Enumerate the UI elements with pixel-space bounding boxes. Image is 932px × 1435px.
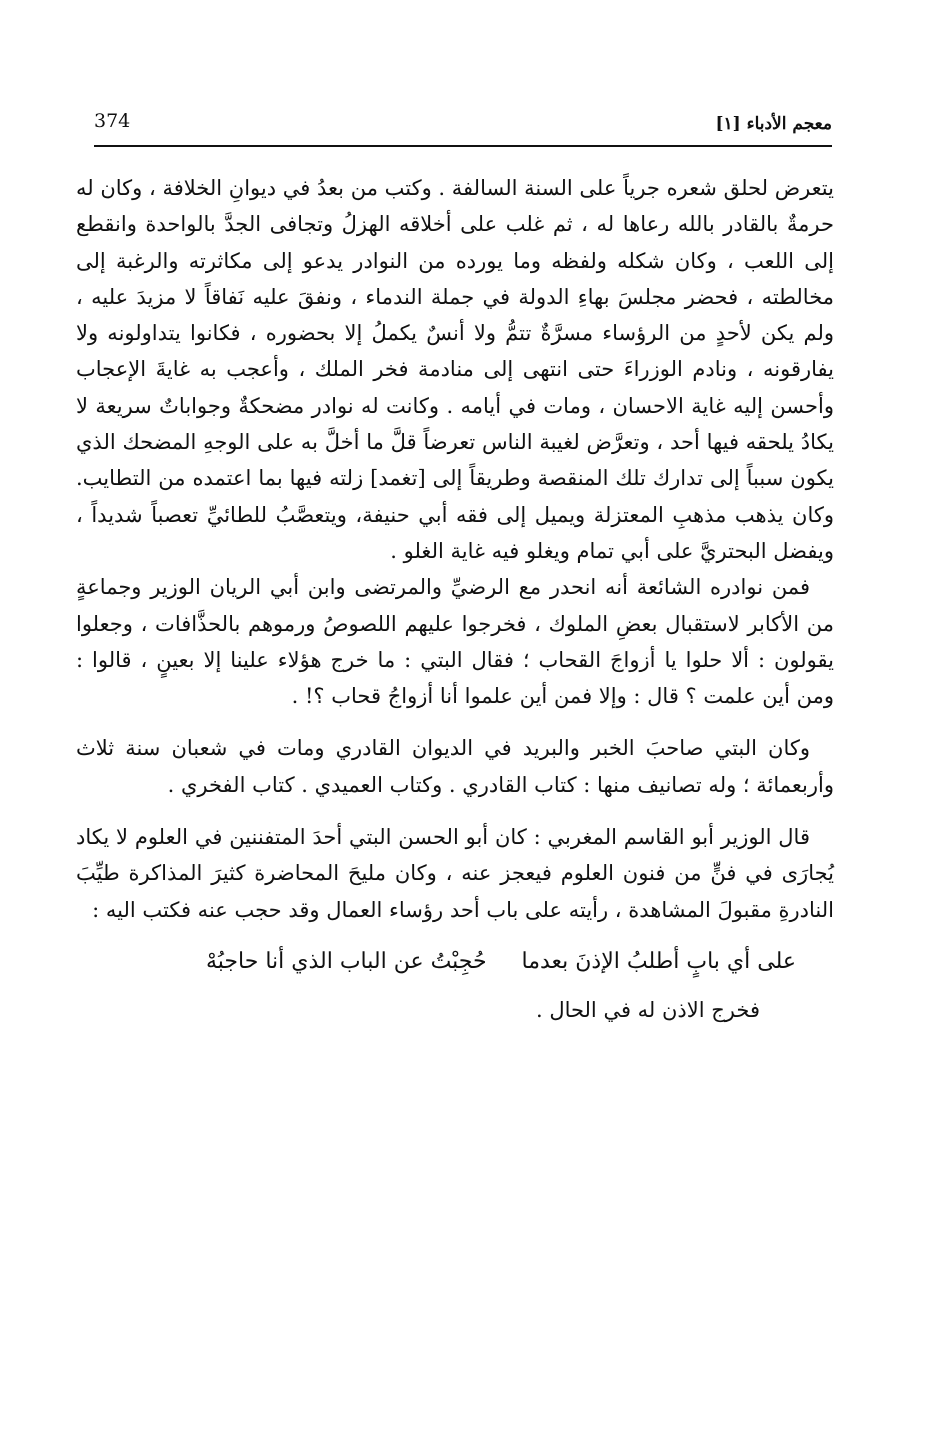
page-number: 374	[94, 110, 131, 132]
paragraph-anecdote: فمن نوادره الشائعة أنه انحدر مع الرضيِّ والمرتضى وابن أبي الريان الوزير وجماعةٍ من الأكابر لاستقبال بعضِ الملوك ، فخرجوا عليهم اللصوصُ ورموهم بالحذَّافات ، وجعلوا يقولون : ألا حلوا يا أزواجَ القحاب ؛ فقال البتي : ما خرج هؤلاء علينا إلا بعينٍ ، قالوا : ومن أين علمت ؟ قال : وإلا فمن أين علموا أنا أزواجُ قحاب ؟! .	[76, 575, 834, 709]
closing-line: فخرج الاذن له في الحال .	[535, 998, 760, 1023]
page-header	[94, 110, 832, 144]
paragraph-biography: يتعرض لحلق شعره جرياً على السنة السالفة . وكتب من بعدُ في ديوانِ الخلافة ، وكان له حرمةٌ بالقادر بالله رعاها له ، ثم غلب على أخلاقه الهزلُ وتجافى الجدَّ بالواحدة وانقطع إلى اللعب ، وكان شكله ولفظه وما يورده من النوادر يدعو إلى مكاثرته والرغبة إلى مخالطته ، فحضر مجلسَ بهاءِ الدولة في جملة الندماء ، ونفقَ عليه نَفاقاً لا مزيدَ عليه ، ولم يكن لأحدٍ من الرؤساء مسرَّةٌ تتمُّ ولا أنسٌ يكملُ إلا بحضوره ، فكانوا يتداولونه ولا يفارقونه ، ونادم الوزراءَ حتى انتهى إلى منادمة فخر الملك ، وأعجب به غايةَ الإعجاب وأحسن إليه غاية الاحسان ، ومات في أيامه . وكانت له نوادر مضحكةٌ وجواباتٌ سريعة لا يكادُ يلحقه فيها أحد ، وتعرَّض لغيبة الناس تعرضاً قلَّ ما أخلَّ به على الوجهِ المضحك الذي يكون سبباً إلى تدارك تلك المنقصة وطريقاً إلى [تغمد] زلته فيها بما اعتمده من التطايب. وكان يذهب مذهبِ المعتزلة ويميل إلى فقه أبي حنيفة، ويتعصَّبُ للطائيِّ تعصباً شديداً ، ويفضل البحتريَّ على أبي تمام ويغلو فيه غاية الغلو .	[76, 176, 834, 563]
poem-verse	[206, 944, 796, 980]
main-text	[76, 170, 834, 1029]
verse-second-hemistich: حُجِبْتُ عن الباب الذي أنا حاجبُهْ	[206, 948, 487, 974]
verse-first-hemistich: على أي بابٍ أطلبُ الإذنَ بعدما	[521, 948, 796, 974]
paragraph-maghribi-account: قال الوزير أبو القاسم المغربي : كان أبو الحسن البتي أحدَ المتفننين في العلوم لا يكاد يُجارَى في فنٍّ من فنون العلوم فيعجز عنه ، وكان مليحَ المحاضرة كثيرَ المذاكرة طيِّبَ النادرةِ مقبولَ المشاهدة ، رأيته على باب أحد رؤساء العمال وقد حجب عنه فكتب اليه :	[76, 825, 834, 922]
running-title: معجم الأدباء [١]	[715, 114, 832, 134]
header-divider	[94, 145, 832, 147]
paragraph-death-and-works: وكان البتي صاحبَ الخبر والبريد في الديوان القادري ومات في شعبان سنة ثلاث وأربعمائة ؛ وله تصانيف منها : كتاب القادري . وكتاب العميدي . كتاب الفخري .	[76, 736, 834, 797]
